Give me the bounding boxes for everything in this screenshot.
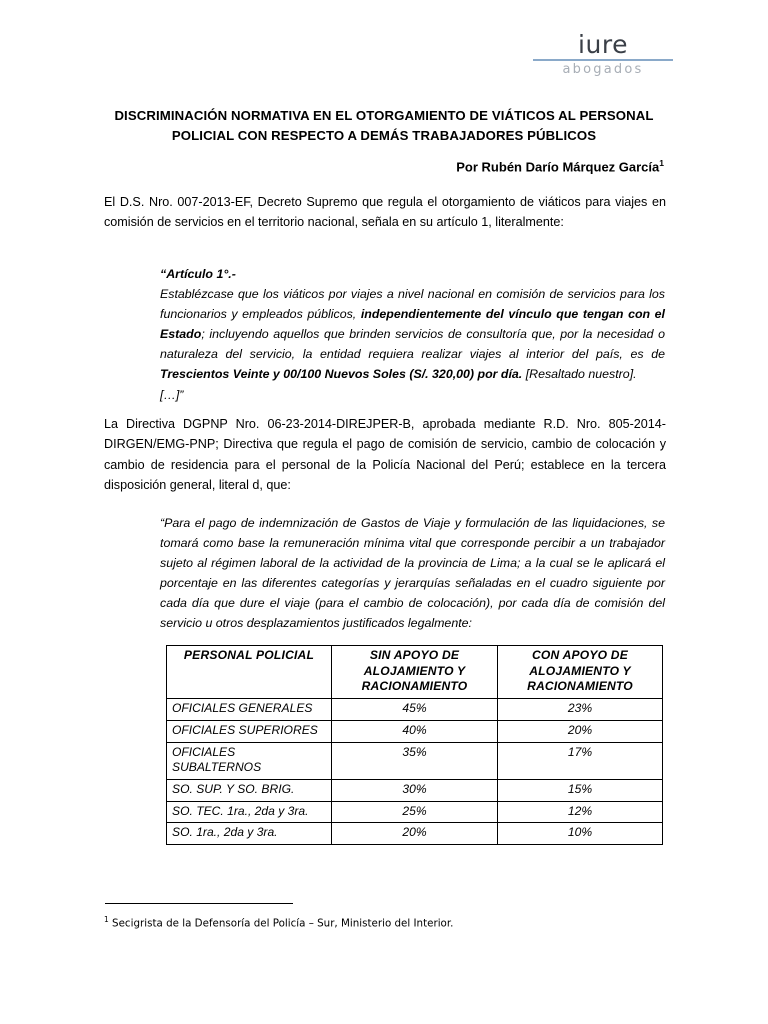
table-header-personal-policial: PERSONAL POLICIAL xyxy=(167,646,332,699)
quote-ellipsis: […]” xyxy=(160,387,184,402)
table-row xyxy=(167,742,663,779)
logo xyxy=(533,32,673,78)
logo-wordmark: iure xyxy=(578,30,628,59)
author-name: Por Rubén Darío Márquez García xyxy=(456,159,660,175)
paragraph-directiva: La Directiva DGPNP Nro. 06-23-2014-DIREJPER-B, aprobada mediante R.D. Nro. 805-2014-DIRGEN/EMG-PNP; Directiva que regula el pago de comisión de servicio, cambio de colocación y cambio de residencia para el personal de la Policía Nacional del Perú; establece en la tercera disposición general, literal d, que: xyxy=(104,417,666,493)
row-sin-apoyo: 20% xyxy=(332,823,498,845)
row-category: SO. TEC. 1ra., 2da y 3ra. xyxy=(167,801,332,823)
row-category: OFICIALES GENERALES xyxy=(167,699,332,721)
author-byline xyxy=(104,158,664,174)
row-sin-apoyo: 25% xyxy=(332,801,498,823)
row-category: OFICIALES SUPERIORES xyxy=(167,720,332,742)
row-sin-apoyo: 35% xyxy=(332,742,498,779)
table-row xyxy=(167,699,663,721)
quote-emphasis-monto: Trescientos Veinte y 00/100 Nuevos Soles (S/. 320,00) por día. xyxy=(160,367,523,382)
quote-emphasis-vinculo: independientemente del vínculo que tengan con el Estado xyxy=(160,307,665,342)
footnote xyxy=(104,915,664,931)
table-row xyxy=(167,823,663,845)
row-con-apoyo: 15% xyxy=(498,780,663,802)
quote-directiva-text: “Para el pago de indemnización de Gastos de Viaje y formulación de las liquidaciones, se tomará como base la remuneración mínima vital que corresponde percibir a un trabajador sujeto al régimen laboral de la actividad de la provincia de Lima; a la cual se le aplicará el porcentaje en las diferentes categorías y jerarquías señaladas en el cuadro siguiente por cada día que dure el viaje (para el cambio de colocación), por cada día de comisión del servicio u otros desplazamientos justificados legalmente: xyxy=(160,516,665,631)
logo-divider-rule xyxy=(533,59,673,61)
paragraph-decreto-supremo: El D.S. Nro. 007-2013-EF, Decreto Supremo que regula el otorgamiento de viáticos para viajes en comisión de servicios en el territorio nacional, señala en su artículo 1, literalmente: xyxy=(104,195,666,230)
row-con-apoyo: 23% xyxy=(498,699,663,721)
table-row xyxy=(167,720,663,742)
table-row xyxy=(167,801,663,823)
row-sin-apoyo: 45% xyxy=(332,699,498,721)
viaticos-percentage-table xyxy=(166,645,663,845)
table-row xyxy=(167,780,663,802)
logo-tagline: abogados xyxy=(562,62,644,78)
row-category: SO. SUP. Y SO. BRIG. xyxy=(167,780,332,802)
page-title: DISCRIMINACIÓN NORMATIVA EN EL OTORGAMIENTO DE VIÁTICOS AL PERSONAL POLICIAL CON RESPECTO A DEMÁS TRABAJADORES PÚBLICOS xyxy=(114,108,654,144)
quote-text-part2: ; incluyendo aquellos que brinden servicios de consultoría que, por la necesidad o naturaleza del servicio, la entidad requiera realizar viajes al interior del país, es de xyxy=(160,327,665,362)
row-con-apoyo: 17% xyxy=(498,742,663,779)
quote-text-part1: Establézcase que los viáticos por viajes a nivel nacional en comisión de servicios para los funcionarios y empleados públicos, xyxy=(160,287,665,322)
table-header-sin-apoyo: SIN APOYO DE ALOJAMIENTO Y RACIONAMIENTO xyxy=(332,646,498,699)
row-con-apoyo: 10% xyxy=(498,823,663,845)
quote-text-part3: [Resaltado nuestro]. xyxy=(522,367,637,382)
table-header-con-apoyo: CON APOYO DE ALOJAMIENTO Y RACIONAMIENTO xyxy=(498,646,663,699)
row-sin-apoyo: 30% xyxy=(332,780,498,802)
footnote-marker: 1 xyxy=(104,915,109,924)
footnote-text: Secigrista de la Defensoría del Policía – Sur, Ministerio del Interior. xyxy=(108,917,454,930)
row-con-apoyo: 20% xyxy=(498,720,663,742)
table-header-row xyxy=(167,646,663,699)
author-footnote-marker: 1 xyxy=(659,158,664,168)
row-category: OFICIALES SUBALTERNOS xyxy=(167,742,332,779)
quote-articulo-primero xyxy=(160,264,665,405)
row-sin-apoyo: 40% xyxy=(332,720,498,742)
quote-heading: “Artículo 1°.- xyxy=(160,267,236,281)
row-category: SO. 1ra., 2da y 3ra. xyxy=(167,823,332,845)
row-con-apoyo: 12% xyxy=(498,801,663,823)
footnote-separator xyxy=(105,903,293,904)
